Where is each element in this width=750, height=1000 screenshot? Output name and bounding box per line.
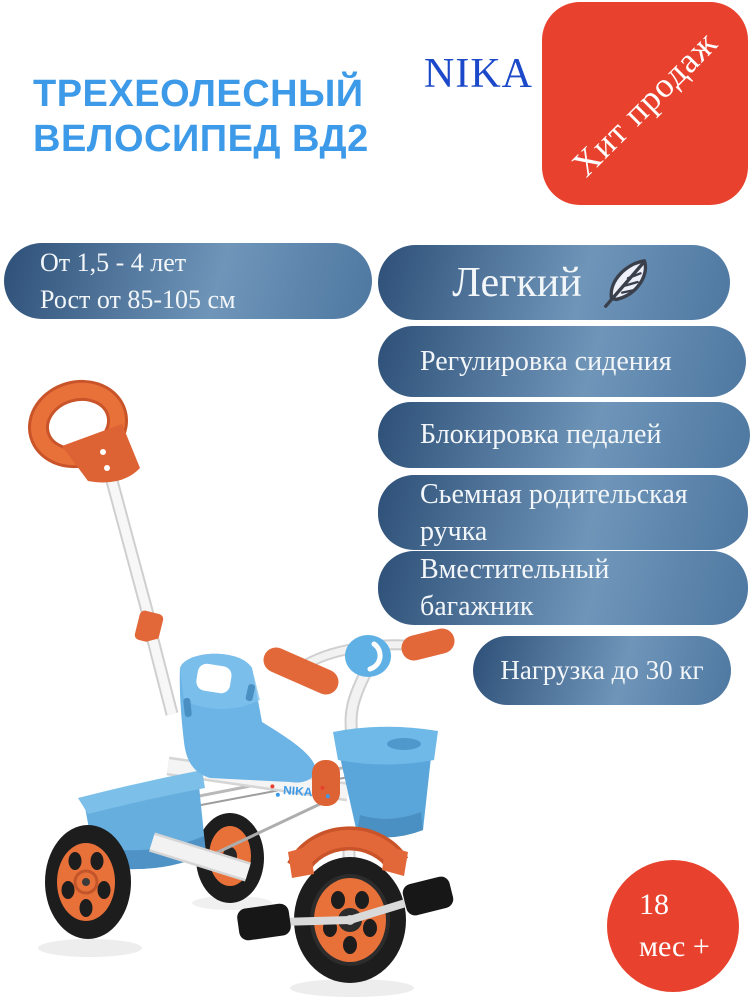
handlebar-grip-right [414, 641, 442, 648]
feature-pill-max-load [473, 636, 731, 705]
crank-left [280, 920, 350, 922]
feature-label: Вместительный багажник [420, 554, 610, 622]
front-basket [333, 727, 438, 838]
svg-text:NIKA: NIKA [282, 783, 313, 800]
parent-handle [30, 381, 172, 714]
feature-pill-parent-handle [378, 475, 748, 550]
shadow [38, 939, 142, 957]
feature-pill-pedal-lock [378, 402, 750, 468]
brand-logo: NIKA [424, 51, 533, 97]
age-badge [607, 860, 739, 992]
age-range-pill [4, 243, 372, 319]
age-range-text [40, 244, 236, 318]
age-range-line2: Рост от 85-105 см [40, 285, 236, 314]
rear-wheel-left [45, 825, 131, 939]
frame-joint [312, 760, 340, 806]
age-badge-line2: мес + [639, 930, 710, 963]
title-line2: ВЕЛОСИПЕД ВД2 [33, 118, 369, 160]
feature-pill-seat-adjust [378, 326, 746, 397]
feature-label: Регулировка сидения [420, 345, 672, 377]
hit-badge-label: Хит продаж [564, 22, 726, 184]
feature-label: Сьемная родительская ручка [420, 478, 688, 547]
feather-icon [598, 253, 656, 313]
feature-label: Нагрузка до 30 кг [500, 655, 704, 685]
pedal-right [401, 875, 455, 918]
feature-label: Блокировка педалей [420, 419, 662, 450]
feature-label: Легкий [452, 259, 582, 306]
handlebar [276, 635, 442, 736]
feature-pill-lightweight [378, 245, 730, 320]
title-line1: ТРЕХЕОЛЕСНЫЙ [33, 73, 364, 115]
age-badge-line1: 18 [639, 888, 669, 921]
bell [345, 635, 391, 677]
feature-pill-trunk [378, 551, 748, 625]
age-range-line1: От 1,5 - 4 лет [40, 248, 187, 277]
